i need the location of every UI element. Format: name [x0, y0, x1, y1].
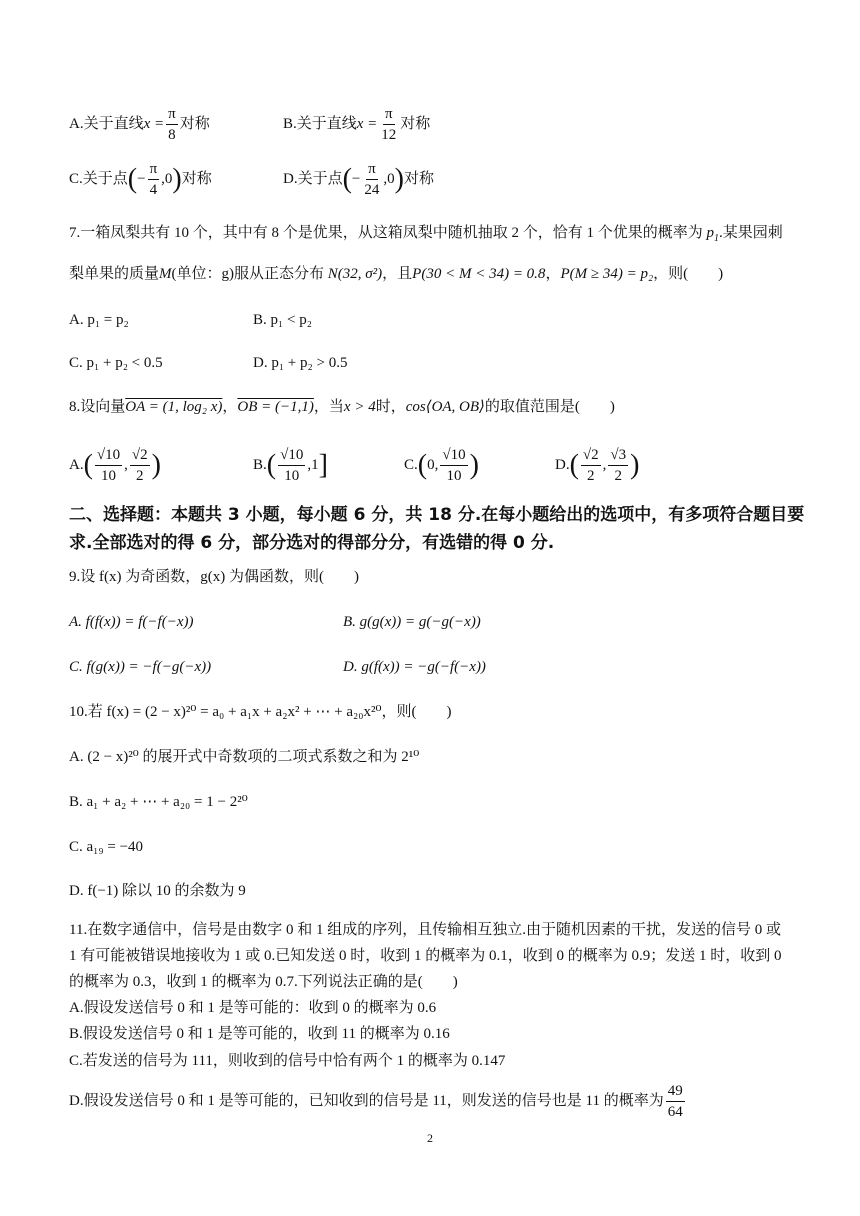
q6-option-b [283, 105, 430, 144]
q8-d-f1-num: √2 [581, 446, 601, 466]
q7-normal: N(32, σ²) [327, 266, 383, 282]
q6-option-b-frac [379, 105, 398, 144]
q11-option-b: B.假设发送信号 0 和 1 是等可能的，收到 11 的概率为 0.16 [69, 1026, 450, 1042]
q9-option-b: B. g(g(x)) = g(−g(−x)) [343, 614, 481, 630]
q6-option-d-label: D.关于点 [283, 170, 343, 187]
q10-stem: 10.若 f(x) = (2 − x)²⁰ = a₀ + a₁x + a₂x² + ⋯ + a₂₀x²⁰，则( ) [69, 704, 452, 720]
q8-option-b: B.( $\frac{√10}{10}$ ,1] [253, 447, 328, 484]
q10-option-c: C. a₁₉ = −40 [69, 839, 144, 855]
q7-line2-start: 梨单果的质量 [69, 266, 160, 282]
q6-option-b-var: x = [356, 115, 378, 132]
q8-d-frac2 [608, 446, 628, 485]
q8-b-one: ,1 [307, 456, 319, 473]
q7-stem-line1 [69, 223, 783, 249]
q6-option-c-frac [148, 160, 160, 199]
q6-option-a [69, 105, 210, 144]
q7-option-b: B. p₁ < p₂ [253, 312, 312, 328]
q7-p1: $p_1$ [706, 225, 720, 244]
q7-option-c: C. p₁ + p₂ < 0.5 [69, 355, 163, 371]
q6-option-c: C.关于点(− $\frac{\pi}{4}$ ,0)对称 [69, 161, 212, 198]
q10-option-a: A. (2 − x)²⁰ 的展开式中奇数项的二项式系数之和为 2¹⁰ [69, 749, 420, 765]
q6-option-a-sym: 对称 [179, 115, 210, 132]
q8-b-f1-num: √10 [278, 446, 305, 466]
q7-m-var: M [159, 266, 172, 282]
q6-c-den: 4 [149, 182, 158, 198]
q8-a-f1-den: 10 [101, 468, 117, 484]
q8-cond: x > 4 [343, 399, 376, 415]
q7-prob1: P(30 < M < 34) = 0.8 [412, 266, 546, 282]
q8-stem [69, 397, 615, 417]
q11-d-frac [666, 1082, 685, 1121]
q8-a-frac2 [130, 446, 150, 485]
q7-line2-mid2: ，且 [382, 266, 413, 282]
q8-end: 的取值范围是( ) [484, 399, 615, 415]
q8-cos: cos⟨OA, OB⟩ [405, 399, 485, 415]
q10-option-d: D. f(−1) 除以 10 的余数为 9 [69, 883, 246, 899]
q7-prob2: P(M ≥ 34) = p₂ [560, 266, 654, 282]
q11-stem-line3: 的概率为 0.3，收到 1 的概率为 0.7.下列说法正确的是( ) [69, 974, 458, 990]
q6-option-c-sym: 对称 [181, 170, 212, 187]
q11-option-c: C.若发送的信号为 111，则收到的信号中恰有两个 1 的概率为 0.147 [69, 1053, 506, 1069]
q11-stem-line2: 1 有可能被错误地接收为 1 或 0.已知发送 0 时，收到 1 的概率为 0.1，收到 0 的概率为 0.9；发送 1 时，收到 0 [69, 948, 782, 964]
q8-start: 8.设向量 [69, 399, 126, 415]
q8-d-frac1 [581, 446, 601, 485]
q6-option-b-label: B.关于直线 [283, 115, 357, 132]
q11-d-num: 49 [666, 1082, 685, 1102]
q8-d-f1-den: 2 [587, 468, 595, 484]
q11-stem-line1: 11.在数字通信中，信号是由数字 0 和 1 组成的序列，且传输相互独立.由于随机因素的干扰，发送的信号 0 或 [69, 922, 781, 938]
q6-d-den: 24 [364, 182, 380, 198]
q8-b-f1-den: 10 [284, 468, 300, 484]
q6-option-d: D.关于点(− $\frac{\pi}{24}$ ,0)对称 [283, 161, 434, 198]
q6-a-den: 8 [168, 127, 176, 143]
q6-option-c-label: C.关于点 [69, 170, 128, 187]
q8-a-label: A. [69, 456, 84, 473]
q7-option-a: A. p₁ = p₂ [69, 312, 129, 328]
q8-d-f2-den: 2 [614, 468, 623, 484]
q9-stem: 9.设 f(x) 为奇函数，g(x) 为偶函数，则( ) [69, 569, 359, 585]
q6-option-a-label: A.关于直线 [69, 115, 144, 132]
q9-option-c: C. f(g(x)) = −f(−g(−x)) [69, 659, 212, 675]
q11-d-den: 64 [667, 1104, 683, 1120]
q8-a-f1-num: √10 [95, 446, 122, 466]
q6-d-num: π [366, 160, 378, 180]
q7-option-d: D. p₁ + p₂ > 0.5 [253, 355, 348, 371]
q8-oa: OA = (1, log₂ x) [125, 399, 223, 415]
q6-b-num: π [383, 105, 395, 125]
page-number: 2 [427, 1131, 433, 1145]
q9-option-d: D. g(f(x)) = −g(−f(−x)) [343, 659, 486, 675]
q10-option-b: B. a₁ + a₂ + ⋯ + a₂₀ = 1 − 2²⁰ [69, 794, 248, 810]
q6-d-zero: ,0 [383, 170, 395, 187]
section2-heading-line2: 求.全部选对的得 6 分，部分选对的得部分分，有选错的得 0 分. [69, 533, 555, 553]
q8-a-f2-num: √2 [130, 446, 150, 466]
q8-option-c: C.(0, $\frac{√10}{10}$ ) [404, 447, 479, 484]
q7-stem-line2: 梨单果的质量M(单位：g)服从正态分布 N(32, σ²)，且P(30 < M < 34) = 0.8，P(M ≥ 34) = p₂，则( ) [69, 266, 724, 282]
q8-sep: ， [222, 399, 238, 415]
section2-heading-line1: 二、选择题：本题共 3 小题，每小题 6 分，共 18 分.在每小题给出的选项中，有多项符合题目要 [69, 505, 805, 525]
q8-d-label: D. [555, 456, 570, 473]
q8-c-f-den: 10 [446, 468, 462, 484]
q9-option-a: A. f(f(x)) = f(−f(−x)) [69, 614, 194, 630]
q8-c-f-num: √10 [440, 446, 467, 466]
q6-option-d-sym: 对称 [403, 170, 434, 187]
q8-a-frac1 [95, 446, 122, 485]
q11-option-d [69, 1082, 687, 1121]
q11-d-text: D.假设发送信号 0 和 1 是等可能的，已知收到的信号是 11，则发送的信号也是 11 的概率为 [69, 1092, 664, 1109]
q7-line1-end: .某果园刺 [719, 225, 783, 241]
q8-d-f2-num: √3 [608, 446, 628, 466]
q8-b-label: B. [253, 456, 267, 473]
q8-b-frac1 [278, 446, 305, 485]
q7-line2-mid: (单位：g)服从正态分布 [171, 266, 325, 282]
q7-line1-text: 7.一箱凤梨共有 10 个，其中有 8 个是优果，从这箱凤梨中随机抽取 2 个，恰有 1 个优果的概率为 [69, 225, 703, 241]
q7-line2-end: ，则( ) [653, 266, 724, 282]
q6-option-b-sym: 对称 [400, 115, 431, 132]
q8-option-a: A.( $\frac{√10}{10}$ , $\frac{√2}{2}$ ) [69, 447, 161, 484]
q6-a-num: π [166, 105, 178, 125]
q6-option-d-frac [362, 160, 381, 199]
q8-c-zero: 0, [427, 456, 439, 473]
q8-a-f2-den: 2 [136, 468, 144, 484]
q6-option-a-frac [166, 105, 178, 144]
q6-option-a-var: x = [143, 115, 165, 132]
q6-b-den: 12 [381, 127, 397, 143]
q8-mid2: 时， [375, 399, 406, 415]
q11-option-a: A.假设发送信号 0 和 1 是等可能的：收到 0 的概率为 0.6 [69, 1000, 437, 1016]
q6-c-zero: ,0 [161, 170, 173, 187]
q8-mid: ，当 [313, 399, 344, 415]
q8-c-frac [440, 446, 467, 485]
q6-c-num: π [148, 160, 160, 180]
q8-c-label: C. [404, 456, 418, 473]
q8-option-d: D.( $\frac{√2}{2}$ , $\frac{√3}{2}$ ) [555, 447, 640, 484]
q8-ob: OB = (−1,1) [237, 399, 314, 415]
